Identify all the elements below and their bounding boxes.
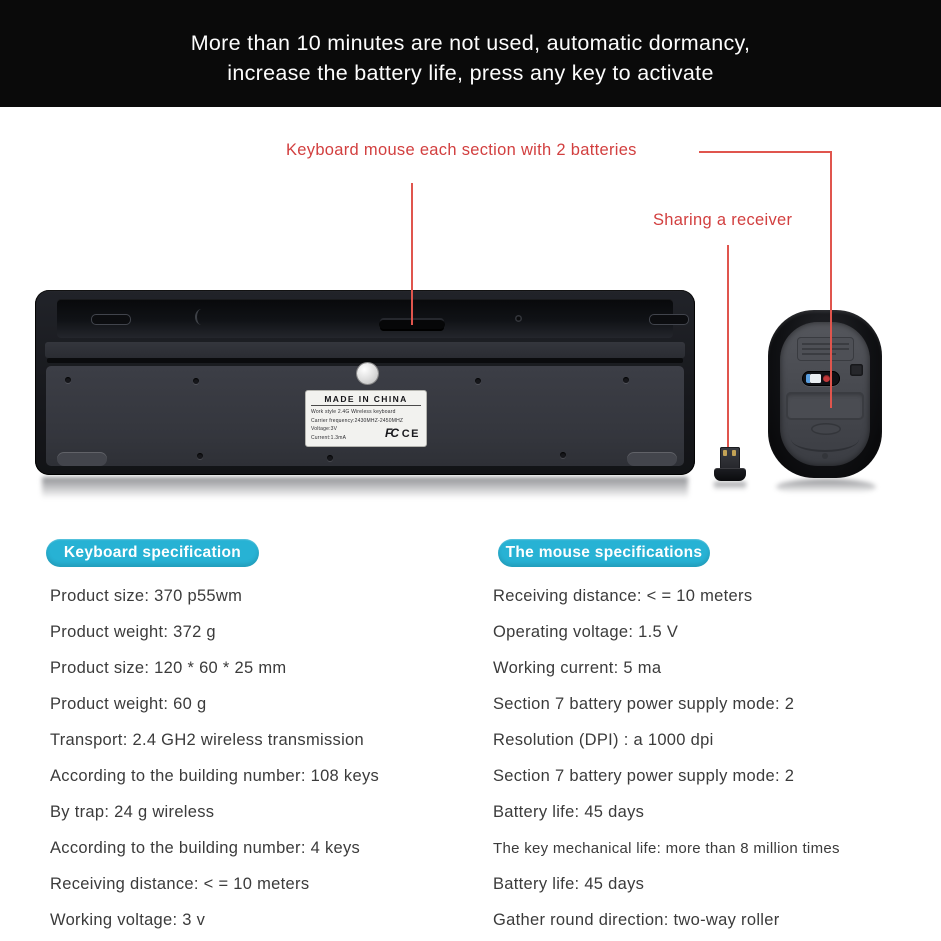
usb-receiver-cap: [714, 468, 746, 481]
usb-contact-pad: [732, 450, 736, 456]
keyboard-slot-right: [649, 314, 689, 325]
label-line: Carrier frequency:2430MHZ-2450MHZ: [311, 417, 404, 424]
mouse-spec-list: [493, 578, 941, 938]
mouse-bottom-panel: [780, 322, 870, 466]
spec-item: Battery life: 45 days: [493, 874, 645, 893]
spec-item: According to the building number: 108 keys: [50, 766, 380, 785]
spec-item: Receiving distance: < = 10 meters: [50, 874, 310, 893]
mouse-info-plate: [797, 337, 854, 361]
banner-line-2: increase the battery life, press any key to activate: [227, 61, 714, 85]
annotation-receiver: Sharing a receiver: [653, 211, 793, 229]
keyboard-groove: [45, 342, 685, 358]
ce-logo-icon: CE: [401, 428, 420, 440]
mouse-reflection: [776, 479, 876, 495]
label-title: MADE IN CHINA: [311, 394, 421, 406]
switch-slider-knob: [810, 374, 821, 383]
spec-item: According to the building number: 4 keys: [50, 838, 361, 857]
callout-line-batteries-to-keyboard: [411, 183, 413, 325]
spec-item: Product weight: 372 g: [50, 622, 216, 641]
keyboard-screw: [65, 377, 71, 383]
fcc-logo-icon: FC: [385, 426, 397, 440]
callout-line-batteries-to-mouse: [830, 151, 832, 408]
switch-red-indicator: [823, 375, 830, 382]
label-line: Current:1.3mA: [311, 434, 347, 441]
keyboard-foot-left: [57, 452, 107, 466]
spec-item: Product size: 120 * 60 * 25 mm: [50, 658, 287, 677]
round-qc-sticker: [357, 363, 378, 384]
label-body: [311, 408, 421, 446]
plate-text-line: [802, 343, 849, 345]
callout-line-receiver: [727, 245, 729, 447]
spec-item: Transport: 2.4 GH2 wireless transmission: [50, 730, 364, 749]
label-line: Voltage:3V: [311, 426, 338, 432]
keyboard-screw: [623, 377, 629, 383]
spec-item: Section 7 battery power supply mode: 2: [493, 766, 795, 785]
keyboard-info-label: [305, 390, 427, 447]
spec-item: Working voltage: 3 v: [50, 910, 206, 929]
spec-item: Battery life: 45 days: [493, 802, 645, 821]
keyboard-slot-left: [91, 314, 131, 325]
keyboard-reflection: [42, 477, 688, 501]
mouse-latch-dot: [822, 453, 828, 459]
mouse-sensor-window: [850, 364, 863, 376]
spec-item: Gather round direction: two-way roller: [493, 910, 780, 929]
usb-plug: [720, 447, 740, 469]
keyboard-back-photo: [35, 290, 695, 475]
keyboard-screw: [515, 315, 522, 322]
mouse-back-photo: [768, 310, 882, 478]
usb-contact-pad: [723, 450, 727, 456]
callout-line-batteries-horizontal: [699, 151, 831, 153]
mouse-spec-badge: The mouse specifications: [498, 539, 710, 567]
mouse-cover-seam: [791, 426, 859, 452]
keyboard-screw: [560, 452, 566, 458]
keyboard-curve-mark: [195, 309, 208, 325]
spec-item: Resolution (DPI) : a 1000 dpi: [493, 730, 714, 749]
keyboard-spec-list: [50, 578, 480, 938]
spec-item: Product size: 370 p55wm: [50, 586, 243, 605]
banner-line-1: More than 10 minutes are not used, automatic dormancy,: [190, 31, 751, 55]
keyboard-screw: [327, 455, 333, 461]
receiver-reflection: [714, 482, 746, 491]
label-line: Work style 2.4G Wireless keyboard: [311, 409, 396, 415]
plate-text-line: [802, 348, 849, 350]
spec-item: Product weight: 60 g: [50, 694, 207, 713]
mouse-battery-cover: [786, 392, 864, 420]
spec-item: Receiving distance: < = 10 meters: [493, 586, 753, 605]
keyboard-foot-right: [627, 452, 677, 466]
keyboard-screw: [475, 378, 481, 384]
spec-item: By trap: 24 g wireless: [50, 802, 215, 821]
spec-item: The key mechanical life: more than 8 million times: [493, 839, 840, 857]
keyboard-screw: [193, 378, 199, 384]
spec-item: Section 7 battery power supply mode: 2: [493, 694, 795, 713]
spec-item: Operating voltage: 1.5 V: [493, 622, 679, 641]
usb-receiver-photo: [714, 447, 746, 481]
annotation-batteries: Keyboard mouse each section with 2 batteries: [286, 141, 637, 159]
spec-item: Working current: 5 ma: [493, 658, 662, 677]
keyboard-spec-badge: Keyboard specification: [46, 539, 259, 567]
top-banner: [0, 0, 941, 107]
keyboard-screw: [197, 453, 203, 459]
keyboard-battery-housing: [57, 299, 673, 338]
mouse-power-switch: [802, 371, 840, 386]
